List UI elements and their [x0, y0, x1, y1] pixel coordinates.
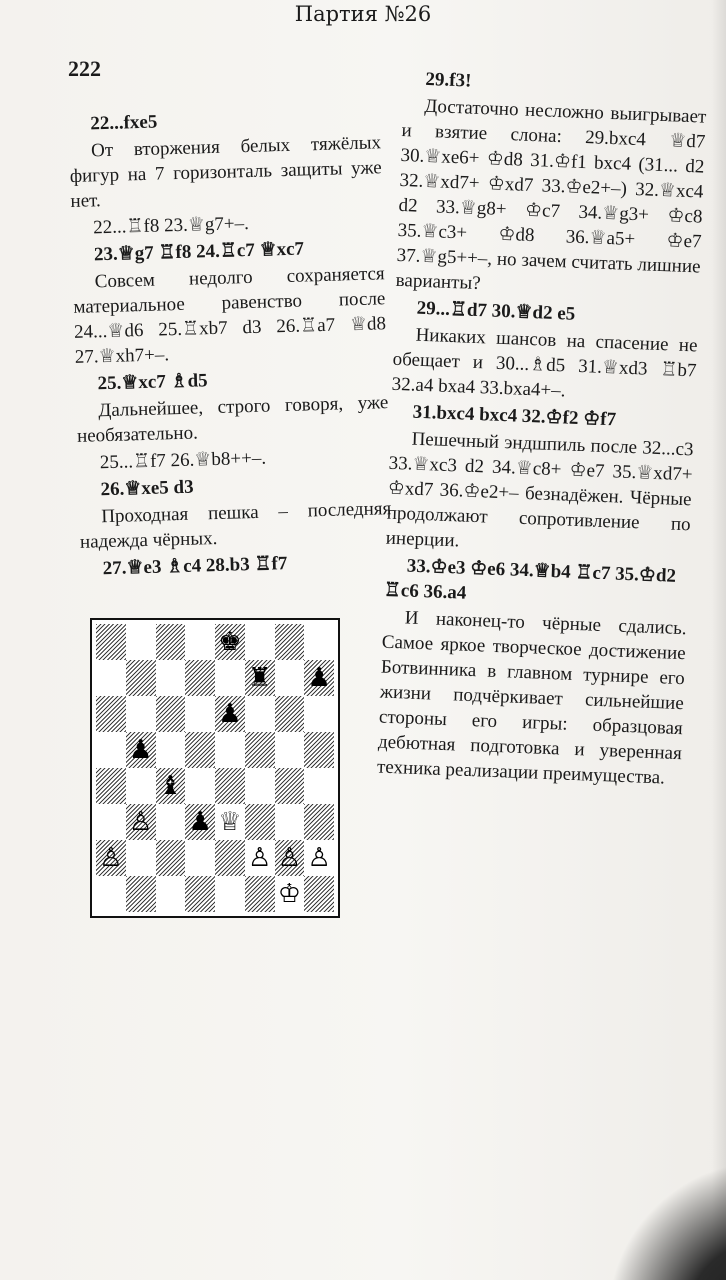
move-line: 29.f3! [425, 68, 472, 92]
board-square [126, 840, 156, 876]
board-square [156, 624, 186, 660]
board-square [245, 732, 275, 768]
board-square [96, 732, 126, 768]
board-square [126, 768, 156, 804]
page-edge-shadow [712, 0, 726, 1280]
board-square [215, 840, 245, 876]
board-square [185, 768, 215, 804]
chess-diagram [90, 618, 340, 918]
variation-line: 25...♖f7 26.♕b8++–. [99, 447, 267, 474]
board-square [96, 804, 126, 840]
commentary-paragraph: И наконец-то чёрные сдались. Самое яркое творческое достижение Ботвинника в главном турнире его жизни подчёркивает сильнейшие стороны его игры: образцовая дебютная подготовка и уверенная техника реализации преимущества. [376, 607, 688, 789]
board-square [156, 732, 186, 768]
board-square [185, 732, 215, 768]
board-square [185, 840, 215, 876]
commentary-paragraph: Никаких шансов на спасение не обещает и 30...♗d5 31.♕xd3 ♖b7 32.a4 bxa4 33.bxa4+–. [391, 324, 698, 402]
board-square [126, 732, 156, 768]
board-square [245, 624, 275, 660]
black-pawn-icon: ♟ [218, 699, 242, 729]
board-square [156, 876, 186, 912]
board-square [96, 660, 126, 696]
board-square [96, 624, 126, 660]
white-pawn-icon: ♙ [99, 843, 123, 873]
board-square [215, 624, 245, 660]
board-square [156, 840, 186, 876]
page-number: 222 [68, 56, 101, 81]
board-square [245, 804, 275, 840]
move-line: 33.♔e3 ♔e6 34.♕b4 ♖c7 35.♔d2 ♖c6 36.a4 [383, 555, 677, 604]
board-square [245, 660, 275, 696]
board-square [185, 660, 215, 696]
board-square [304, 876, 334, 912]
board-square [304, 624, 334, 660]
white-king-icon: ♔ [277, 879, 302, 909]
board-square [96, 768, 126, 804]
board-square [275, 696, 305, 732]
board-square [245, 768, 275, 804]
board-square [156, 804, 186, 840]
board-square [275, 768, 305, 804]
board-square [275, 840, 305, 876]
board-square [215, 768, 245, 804]
move-line: 27.♕e3 ♗c4 28.b3 ♖f7 [102, 553, 288, 580]
board-square [126, 624, 156, 660]
board-square [215, 732, 245, 768]
board-square [185, 876, 215, 912]
commentary-paragraph: Достаточно несложно выигрывает и взятие слона: 29.bxc4 ♕d7 30.♕xe6+ ♔d8 31.♔f1 bxc4 (31... d2 32.♕xd7+ ♔xd7 33.♔e2+–) 32.♕xc4 d2 33.♕g8+ ♔c7 34.♕g3+ ♔c8 35.♕c3+ ♔d8 36.♕a5+ ♔e7 37.♕g5++–, но зачем считать лишние варианты? [395, 95, 707, 295]
black-bishop-icon: ♝ [158, 771, 183, 801]
board-square [185, 624, 215, 660]
board-square [304, 696, 334, 732]
board-square [304, 732, 334, 768]
board-square [304, 804, 334, 840]
black-rook-icon: ♜ [247, 663, 272, 693]
move-line: 23.♕g7 ♖f8 24.♖c7 ♕xc7 [93, 238, 305, 266]
left-column [68, 103, 393, 584]
white-pawn-icon: ♙ [307, 843, 331, 873]
board-square [96, 840, 126, 876]
chess-board [96, 624, 334, 912]
board-square [245, 696, 275, 732]
board-square [275, 660, 305, 696]
commentary-paragraph: От вторжения белых тяжёлых фигур на 7 горизонталь защиты уже нет. [69, 132, 382, 212]
white-pawn-icon: ♙ [128, 807, 153, 837]
black-pawn-icon: ♟ [307, 663, 331, 693]
right-column [377, 66, 708, 793]
move-line: 31.bxc4 bxc4 32.♔f2 ♔f7 [412, 401, 617, 431]
move-line: 29...♖d7 30.♕d2 e5 [416, 297, 576, 325]
commentary-paragraph: Пешечный эндшпиль после 32...c3 33.♕xc3 d2 34.♕c8+ ♔e7 35.♕xd7+ ♔xd7 36.♔e2+– безнадёжен. Чёрные продолжают сопротивление по инерции. [385, 428, 694, 552]
commentary-paragraph: Совсем недолго сохраняется материальное равенство после 24...♕d6 25.♖xb7 d3 26.♖a7 ♕d8 27.♕xh7+–. [73, 263, 387, 368]
board-square [96, 876, 126, 912]
board-square [96, 696, 126, 732]
board-square [126, 876, 156, 912]
board-square [126, 660, 156, 696]
commentary-paragraph: Дальнейшее, строго говоря, уже необязательно. [76, 392, 389, 447]
board-square [245, 876, 275, 912]
board-square [275, 624, 305, 660]
board-square [304, 768, 334, 804]
board-square [275, 804, 305, 840]
board-square [304, 840, 334, 876]
board-square [126, 696, 156, 732]
board-square [275, 876, 305, 912]
board-square [185, 804, 215, 840]
move-line: 25.♕xc7 ♗d5 [97, 370, 208, 395]
board-square [156, 768, 186, 804]
black-king-icon: ♚ [218, 627, 242, 657]
move-line: 22...fxe5 [90, 111, 158, 135]
board-square [275, 732, 305, 768]
board-square [156, 660, 186, 696]
board-square [156, 696, 186, 732]
board-square [245, 840, 275, 876]
white-pawn-icon: ♙ [277, 843, 302, 873]
move-line: 26.♕xe5 d3 [100, 476, 194, 501]
page-corner-shadow [606, 1160, 726, 1280]
board-square [215, 660, 245, 696]
board-square [215, 804, 245, 840]
white-queen-icon: ♕ [218, 807, 242, 837]
variation-line: 22...♖f8 23.♕g7+–. [92, 212, 250, 239]
running-head: Партия №26 [294, 2, 432, 26]
board-square [215, 696, 245, 732]
white-pawn-icon: ♙ [247, 843, 272, 873]
board-square [215, 876, 245, 912]
black-pawn-icon: ♟ [188, 807, 212, 837]
black-pawn-icon: ♟ [128, 735, 153, 765]
board-square [126, 804, 156, 840]
board-square [304, 660, 334, 696]
board-square [185, 696, 215, 732]
commentary-paragraph: Проходная пешка – последняя надежда чёрных. [79, 498, 392, 553]
